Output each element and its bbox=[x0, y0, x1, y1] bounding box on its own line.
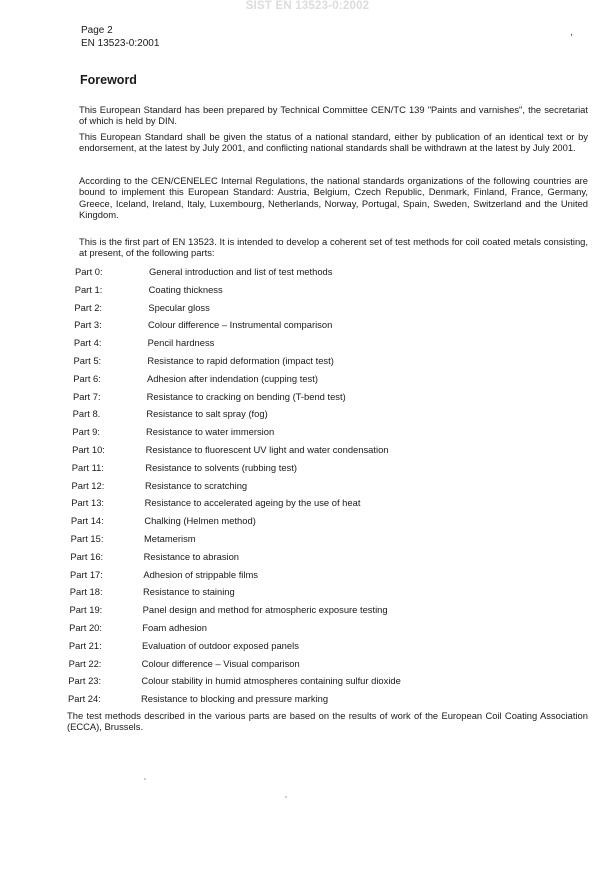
part-title: Resistance to blocking and pressure marking bbox=[141, 693, 329, 705]
part-number: Part 1: bbox=[74, 283, 103, 295]
part-number: Part 5: bbox=[73, 355, 102, 366]
part-title: Resistance to solvents (rubbing test) bbox=[145, 461, 297, 473]
part-title: Resistance to accelerated ageing by the use of heat bbox=[144, 497, 361, 509]
part-number: Part 23: bbox=[68, 675, 102, 687]
part-title: Resistance to fluorescent UV light and water condensation bbox=[145, 444, 389, 455]
part-number: Part 18: bbox=[69, 586, 103, 598]
part-number: Part 20: bbox=[69, 622, 102, 633]
paragraph-regulations: According to the CEN/CENELEC Internal Regulations, the national standards organizations of the following countries are bound to implement this European Standard: Austria, Belgium, Czech Republic, Denmark, Finland, France, Germany, Greece, Iceland, Ireland, Italy, Luxembourg, Netherlands, Norway, Portugal, Spain, Sweden, Switzerland and the United Kingdom. bbox=[79, 175, 588, 221]
scan-speck bbox=[144, 778, 146, 780]
watermark: SIST EN 13523-0:2002 bbox=[245, 0, 370, 12]
part-title: Adhesion of strippable films bbox=[143, 568, 258, 580]
part-title: Resistance to abrasion bbox=[143, 550, 240, 562]
section-heading: Foreword bbox=[80, 73, 137, 87]
part-title: Specular gloss bbox=[148, 301, 210, 313]
part-number: Part 8. bbox=[72, 408, 101, 420]
part-number: Part 10: bbox=[72, 444, 105, 455]
part-number: Part 12: bbox=[71, 479, 105, 491]
standard-number: EN 13523-0:2001 bbox=[81, 38, 160, 49]
part-number: Part 3: bbox=[74, 319, 102, 331]
part-number: Part 2: bbox=[74, 301, 103, 313]
part-number: Part 24: bbox=[68, 693, 101, 705]
part-number: Part 14: bbox=[70, 515, 104, 527]
part-title: Evaluation of outdoor exposed panels bbox=[142, 639, 299, 651]
part-number: Part 16: bbox=[70, 550, 104, 562]
part-title: Colour difference – Instrumental comparison bbox=[148, 319, 333, 331]
part-title: General introduction and list of test methods bbox=[149, 266, 333, 277]
paragraph-intro-parts: This is the first part of EN 13523. It is intended to develop a coherent set of test methods for coil coated metals consisting, at present, of the following parts: bbox=[79, 236, 588, 259]
part-title: Foam adhesion bbox=[142, 622, 207, 633]
paragraph-status: This European Standard shall be given the status of a national standard, either by publication of an identical text or by endorsement, at the latest by July 2001, and conflicting national standards shall be withdrawn at the latest by July 2001. bbox=[79, 131, 588, 154]
part-title: Metamerism bbox=[144, 533, 196, 544]
part-title: Resistance to scratching bbox=[145, 479, 248, 491]
part-number: Part 11: bbox=[71, 461, 104, 473]
scan-speck bbox=[285, 796, 287, 798]
part-title: Resistance to salt spray (fog) bbox=[146, 408, 268, 420]
part-title: Adhesion after indendation (cupping test) bbox=[147, 372, 318, 384]
page-header bbox=[81, 24, 159, 50]
part-number: Part 7: bbox=[72, 390, 101, 402]
part-title: Colour stability in humid atmospheres containing sulfur dioxide bbox=[141, 675, 401, 687]
part-title: Resistance to staining bbox=[143, 586, 235, 598]
part-title: Resistance to water immersion bbox=[146, 426, 275, 438]
part-title: Resistance to cracking on bending (T-bend test) bbox=[146, 390, 346, 402]
part-number: Part 19: bbox=[69, 604, 103, 616]
part-number: Part 13: bbox=[71, 497, 105, 509]
part-title: Coating thickness bbox=[148, 283, 223, 295]
paragraph-closing: The test methods described in the various parts are based on the results of work of the European Coil Coating Association (ECCA), Brussels. bbox=[67, 710, 588, 733]
paragraph-committee: This European Standard has been prepared by Technical Committee CEN/TC 139 "Paints and varnishes", the secretariat of which is held by DIN. bbox=[79, 104, 588, 127]
part-number: Part 17: bbox=[70, 568, 103, 580]
part-title: Colour difference – Visual comparison bbox=[141, 657, 300, 669]
part-number: Part 22: bbox=[68, 657, 102, 669]
part-number: Part 9: bbox=[72, 426, 100, 438]
part-number: Part 6: bbox=[73, 372, 101, 384]
part-number: Part 4: bbox=[73, 337, 102, 349]
page-number: Page 2 bbox=[81, 25, 113, 36]
part-title: Chalking (Helmen method) bbox=[144, 515, 256, 527]
part-number: Part 21: bbox=[68, 639, 102, 651]
part-title: Pencil hardness bbox=[147, 337, 215, 349]
stray-mark: , bbox=[570, 27, 573, 38]
part-number: Part 15: bbox=[70, 533, 104, 544]
part-title: Resistance to rapid deformation (impact test) bbox=[147, 355, 334, 366]
part-title: Panel design and method for atmospheric exposure testing bbox=[142, 604, 388, 616]
part-number: Part 0: bbox=[75, 266, 103, 277]
